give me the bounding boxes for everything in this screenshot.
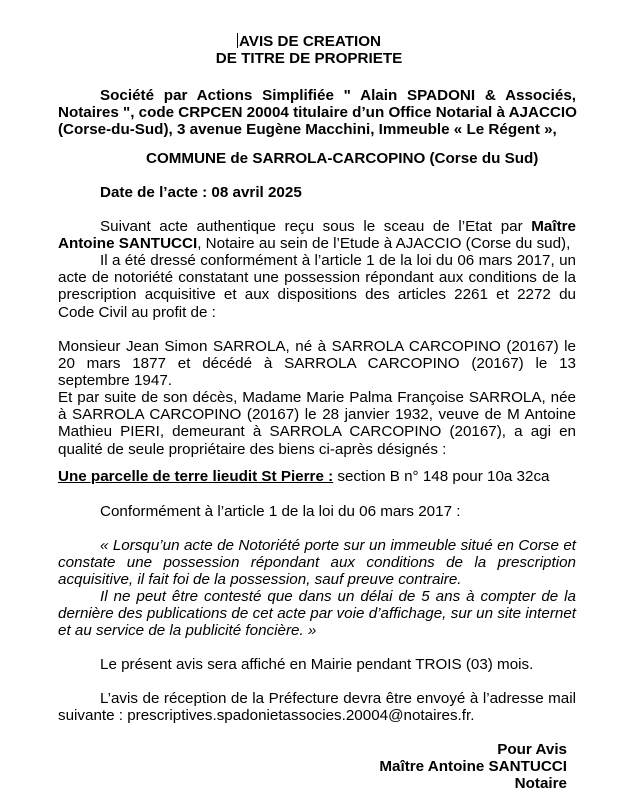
signature-notary-name: Maître Antoine SANTUCCI — [379, 758, 567, 775]
title-line-1-text: AVIS DE CREATION — [238, 33, 382, 50]
signature-pour-avis: Pour Avis — [497, 741, 567, 758]
parcel-label: Une parcelle de terre lieudit St Pierre : — [58, 468, 334, 485]
heir-paragraph: Et par suite de son décès, Madame Marie Palma Françoise SARROLA, née à SARROLA CARCOPINO (20167) le 28 janvier 1932, veuve de M Antoine Mathieu PIERI, demeurant à SARROLA CARCOPINO (20167), a agi en qualité de seule propriétaire des biens ci-après désignés : — [58, 389, 576, 458]
parcel-line — [58, 468, 550, 485]
deed-paragraph: Il a été dressé conformément à l’article 1 de la loi du 06 mars 2017, un acte de notoriété constatant une possession répondant aux conditions de la prescription acquisitive et aux dispositions des articles 2261 et 2272 du Code Civil au profit de : — [58, 252, 576, 321]
law-reference: Conformément à l’article 1 de la loi du 06 mars 2017 : — [100, 503, 461, 520]
signature-title: Notaire — [514, 775, 567, 792]
text-cursor — [237, 33, 238, 48]
beneficiary-paragraph: Monsieur Jean Simon SARROLA, né à SARROLA CARCOPINO (20167) le 20 mars 1877 et décédé à SARROLA CARCOPINO (20167) le 13 septembre 1947. — [58, 338, 576, 390]
parcel-details: section B n° 148 pour 10a 32ca — [333, 468, 550, 485]
intro-text-2: , Notaire au sein de l’Etude à AJACCIO (Corse du sud), — [197, 235, 571, 253]
quote-paragraph-2: Il ne peut être contesté que dans un délai de 5 ans à compter de la dernière des publications de cet acte par voie d’affichage, sur un site internet et au service de la publicité foncière. » — [58, 588, 576, 640]
quote-paragraph-1: « Lorsqu’un acte de Notoriété porte sur un immeuble situé en Corse et constate une possession répondant aux conditions de la prescription acquisitive, il fait foi de la possession, sauf preuve contraire. — [58, 537, 576, 589]
commune-heading: COMMUNE de SARROLA-CARCOPINO (Corse du Sud) — [146, 150, 539, 167]
intro-notary-name: Maître Antoine SANTUCCI — [58, 218, 576, 253]
intro-text-1: Suivant acte authentique reçu sous le sceau de l’Etat par — [100, 218, 532, 235]
company-line-2: Notaires ", code CRPCEN 20004 titulaire d’un Office Notarial à AJACCIO — [58, 104, 577, 121]
title-line-1[interactable] — [0, 33, 618, 50]
title-line-2: DE TITRE DE PROPRIETE — [215, 50, 403, 67]
receipt-notice: L’avis de réception de la Préfecture devra être envoyé à l’adresse mail suivante : prescriptives.spadonietassocies.20004@notaires.fr. — [58, 690, 576, 725]
company-line-3: (Corse-du-Sud), 3 avenue Eugène Macchini, Immeuble « Le Régent », — [58, 121, 557, 138]
company-line-1: Société par Actions Simplifiée " Alain SPADONI & Associés, — [100, 87, 576, 104]
intro-paragraph — [58, 218, 576, 252]
act-date: Date de l’acte : 08 avril 2025 — [100, 184, 302, 201]
posting-notice: Le présent avis sera affiché en Mairie pendant TROIS (03) mois. — [100, 656, 534, 673]
